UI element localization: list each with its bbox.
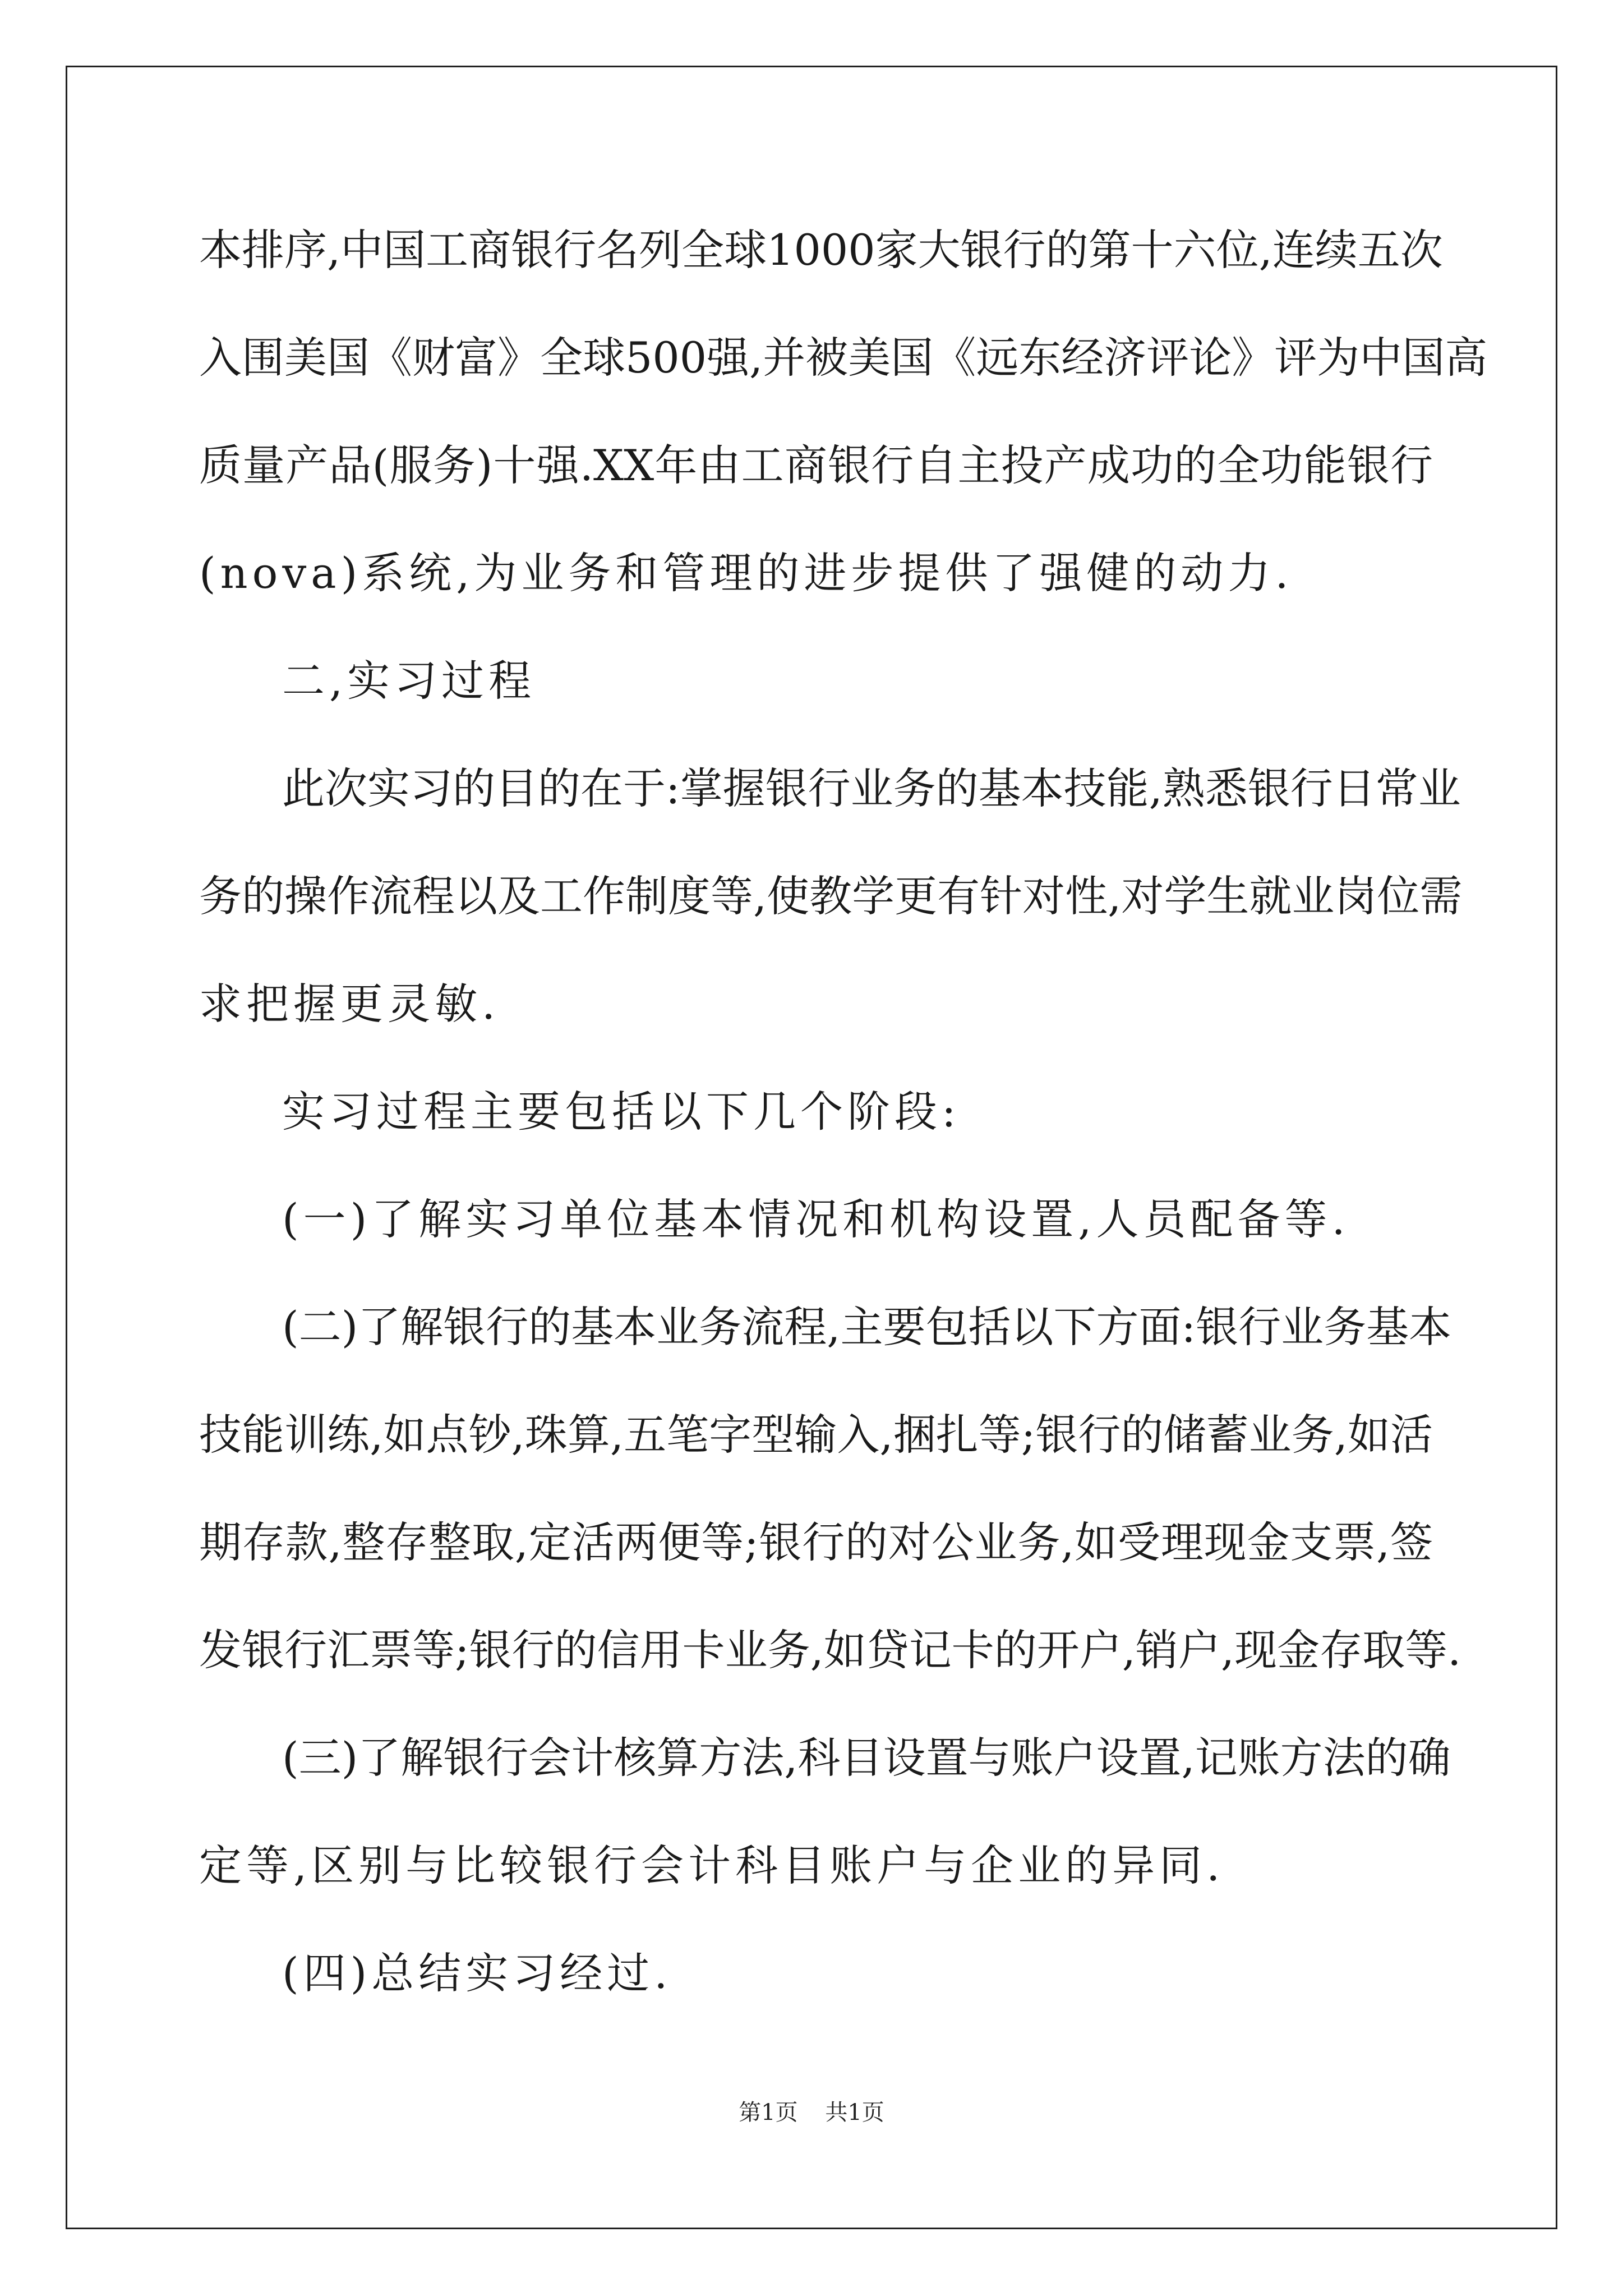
text-line: 发银行汇票等;银行的信用卡业务,如贷记卡的开户,销户,现金存取等.	[199, 1625, 1461, 1675]
page-number: 第1页	[739, 2100, 798, 2125]
text-line: 实习过程主要包括以下几个阶段:	[282, 1087, 961, 1137]
text-line: 务的操作流程以及工作制度等,使教学更有针对性,对学生就业岗位需	[199, 871, 1463, 921]
page-total: 共1页	[825, 2100, 884, 2125]
text-line: 本排序,中国工商银行名列全球1000家大银行的第十六位,连续五次	[199, 225, 1443, 275]
text-line: 质量产品(服务)十强.XX年由工商银行自主投产成功的全功能银行	[199, 440, 1433, 490]
text-line: 定等,区别与比较银行会计科目账户与企业的异同.	[199, 1841, 1225, 1890]
list-item: (一)了解实习单位基本情况和机构设置,人员配备等.	[282, 1194, 1350, 1244]
text-line: 求把握更灵敏.	[199, 979, 500, 1029]
list-item: (四)总结实习经过.	[282, 1948, 672, 1998]
section-heading: 二,实习过程	[282, 656, 536, 706]
document-body	[199, 210, 1488, 2041]
list-item: (三)了解银行会计核算方法,科目设置与账户设置,记账方法的确	[282, 1733, 1451, 1783]
list-item: (二)了解银行的基本业务流程,主要包括以下方面:银行业务基本	[282, 1302, 1452, 1352]
text-line: 技能训练,如点钞,珠算,五笔字型输入,捆扎等;银行的储蓄业务,如活	[199, 1410, 1433, 1460]
text-line: (nova)系统,为业务和管理的进步提供了强健的动力.	[199, 548, 1293, 598]
text-line: 入围美国《财富》全球500强,并被美国《远东经济评论》评为中国高	[199, 333, 1488, 383]
text-line: 期存款,整存整取,定活两便等;银行的对公业务,如受理现金支票,签	[199, 1517, 1433, 1567]
page-footer	[0, 2095, 1623, 2127]
text-line: 此次实习的目的在于:掌握银行业务的基本技能,熟悉银行日常业	[282, 763, 1461, 813]
